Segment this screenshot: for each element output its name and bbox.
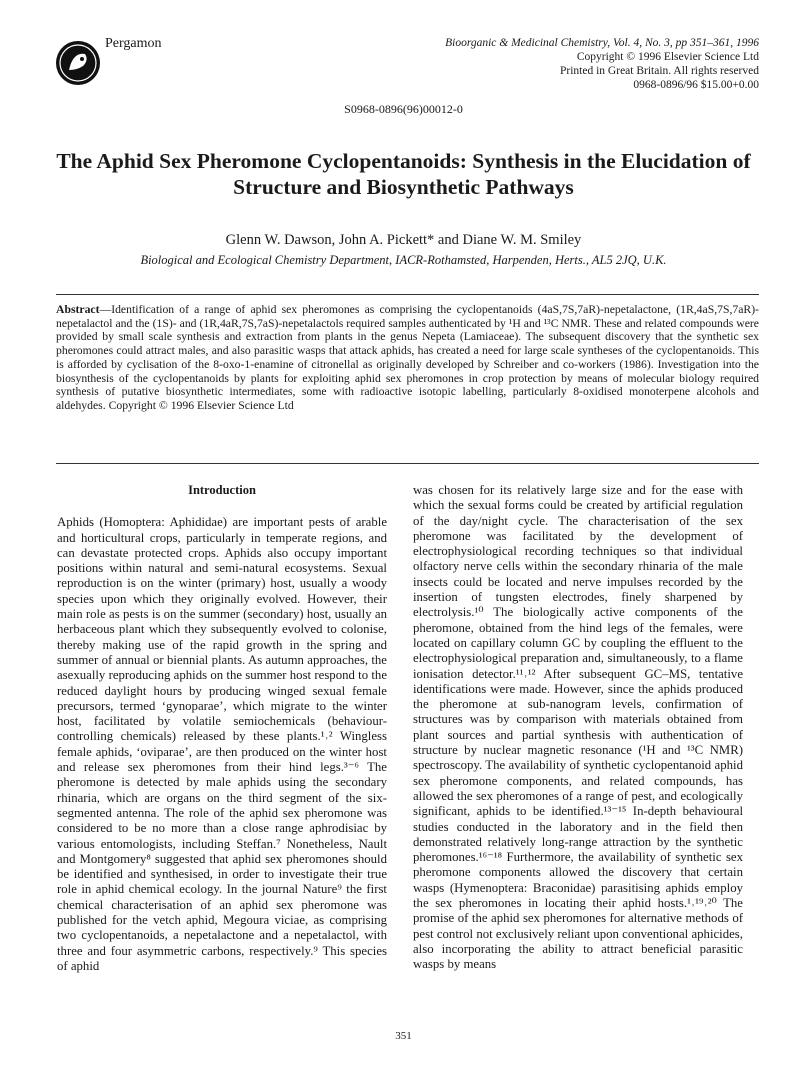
journal-citation: Bioorganic & Medicinal Chemistry, Vol. 4, No. 3, pp 351–361, 1996 [445,37,759,49]
doi-identifier: S0968-0896(96)00012-0 [344,102,463,116]
abstract-top-rule [56,294,759,295]
author-affiliation: Biological and Ecological Chemistry Department, IACR-Rothamsted, Harpenden, Herts., AL5 2JQ, U.K. [140,253,667,267]
right-column-text: was chosen for its relatively large size and for the ease with which the sexual forms could be created by artificial regulation of the day/night cycle. The characterisation of the sex pheromone was facilitated by the development of electrophysiological recording techniques so that individual olfactory nerve cells within the secondary rhinaria of the male insects could be located and nerve impulses recorded by the insertion of tungsten electrodes, finely sharpened by electrolysis.¹⁰ The biologically active components of the pheromone, obtained from the hind legs of the females, were located on capillary column GC by coupling the effluent to the electrophysiological preparation and, simultaneously, to a flame ionisation detector.¹¹˒¹² After subsequent GC–MS, tentative identifications were made. However, since the aphids produced the pheromone at sub-nanogram levels, confirmation of structures was by comparison with materials obtained from plant sources and partial synthesis with authentication of structure by nuclear magnetic resonance (¹H and ¹³C NMR) spectroscopy. The availability of synthetic cyclopentanoid aphid sex pheromone components, and related compounds, has allowed the sex pheromones of a range of pest, and ecologically significant, aphids to be identified.¹³⁻¹⁵ In-depth behavioural studies conducted in the laboratory and in the field then demonstrated relatively long-range attraction by the synthetic pheromones.¹⁶⁻¹⁸ Furthermore, the availability of synthetic sex pheromone components allowed the discovery that certain wasps (Hymenoptera: Braconidae) parasitising aphids employ the sex pheromones in locating their aphid hosts.¹˒¹⁹˒²⁰ The promise of the aphid sex pheromones for alternative methods of pest control not exclusively reliant upon conventional aphicides, also incorporating the ability to attract beneficial parasitic wasps by means [413,483,743,972]
printed-line: Printed in Great Britain. All rights reserved [560,65,759,77]
left-column-text: Aphids (Homoptera: Aphididae) are important pests of arable and horticultural crops, particularly in temperate regions, and can devastate protected crops. Aphids also occupy important positions within natural and semi-natural ecosystems. Sexual reproduction is on the winter (primary) host, usually a woody species upon which they originally evolved. However, their main role as pests is on the summer (secondary) host, usually an herbaceous plant which they subsequently evolved to colonise, thereby making use of the rapid growth in the spring and summer of annual or biennial plants. As autumn approaches, the asexually reproducing aphids on the summer host respond to the reduced daylight hours by producing winged sexual female precursors, termed ‘gynoparae’, which migrate to the winter host, facilitated by volatile semiochemicals (behaviour-controlling chemicals) released by these plants.¹˒² Wingless female aphids, ‘oviparae’, are then produced on the winter host and release sex pheromones from their hind legs.³⁻⁶ The pheromone is detected by male aphids using the secondary rhinaria, which are organs on the third segment of the six-segmented antenna. The role of the aphid sex pheromone was considered to be no more than a close range aphrodisiac by various entomologists, including Steffan.⁷ Nonetheless, Nault and Montgomery⁸ suggested that aphid sex pheromones should be identified and synthesised, in order to investigate their true role in aphid chemical ecology. In the journal Nature⁹ the first chemical characterisation of an aphid sex pheromone was published for the vetch aphid, Megoura viciae, as comprising two cyclopentanoids, a nepetalactone and a nepetalactol, with three and four asymmetric carbons, respectively.⁹ This species of aphid [57,515,387,973]
price-line: 0968-0896/96 $15.00+0.00 [633,79,759,91]
abstract [56,303,759,413]
publisher-name: Pergamon [105,36,162,51]
left-column [57,483,387,974]
paper-title: The Aphid Sex Pheromone Cyclopentanoids: Synthesis in the Elucidation of Structure and Biosynthetic Pathways [56,149,751,199]
right-column [413,483,743,973]
pergamon-logo-icon [55,40,101,86]
page-number: 351 [395,1030,412,1042]
copyright-line: Copyright © 1996 Elsevier Science Ltd [576,51,759,63]
abstract-bottom-rule [56,463,759,464]
author-list: Glenn W. Dawson, John A. Pickett* and Diane W. M. Smiley [225,232,582,248]
journal-info [445,36,759,92]
abstract-text: —Identification of a range of aphid sex pheromones as comprising the cyclopentanoids (4aS,7S,7aR)-nepetalactone, (1R,4aS,7S,7aR)-nepetalactol and the (1S)- and (1R,4aR,7S,7aS)-nepetalactols required samples authenticated by ¹H and ¹³C NMR. These and related compounds were provided by small scale synthesis and extraction from plants in the genus Nepeta (Lamiaceae). The subsequent discovery that the synthetic sex pheromones could attract males, and also parasitic wasps that attack aphids, has created a need for large scale syntheses of the cyclopentanoids. This is afforded by cyclisation of the 8-oxo-1-enamine of citronellal as originally developed by Schreiber and co-workers (1986). Investigation into the biosynthesis of the cyclopentanoids by plants for exploiting aphid sex pheromones in crop protection by means of molecular biology required synthesis of putative biosynthetic intermediates, some with radioactive isotopic labelling, particularly 8-oxidised monoterpene alcohols and aldehydes. Copyright © 1996 Elsevier Science Ltd [56,303,759,412]
abstract-label: Abstract [56,303,100,316]
introduction-heading: Introduction [188,483,256,497]
